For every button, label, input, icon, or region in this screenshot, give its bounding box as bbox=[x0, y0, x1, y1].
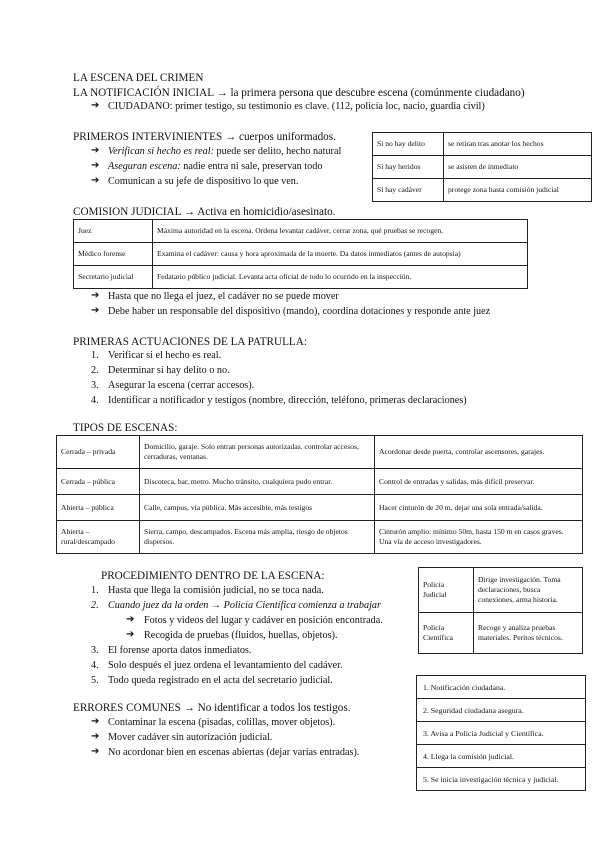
table-row bbox=[57, 495, 583, 521]
table-row bbox=[419, 568, 583, 613]
table-cell: Policía Judicial bbox=[419, 568, 474, 613]
list-number: 2. bbox=[91, 600, 99, 611]
table-cell: Abierta – pública bbox=[57, 495, 140, 521]
arrow-icon: ➔ bbox=[126, 629, 135, 640]
patrulla-item: Identificar a notificador y testigos (nombre, dirección, teléfono, primeras declaraciones) bbox=[108, 395, 467, 406]
procedimiento-item: Solo después el juez ordena el levantamiento del cadáver. bbox=[108, 660, 343, 671]
comision-item: Debe haber un responsable del dispositivo (mando), coordina dotaciones y responde ante juez bbox=[108, 306, 491, 317]
table-row bbox=[57, 436, 583, 469]
comision-item: Hasta que no llega el juez, el cadáver no se puede mover bbox=[108, 291, 339, 302]
primeros-item: Aseguran escena: nadie entra ni sale, preservan todo bbox=[108, 161, 323, 172]
table-row bbox=[373, 133, 592, 156]
table-row bbox=[419, 613, 583, 654]
table-cell: Cerrada – privada bbox=[57, 436, 140, 469]
table-row bbox=[373, 156, 592, 179]
table-cell: Si hay heridos bbox=[373, 156, 444, 179]
table-cell: Fedatario público judicial. Levanta acta oficial de todo lo ocurrido en la inspección. bbox=[153, 266, 528, 289]
table-cell: Si no hay delito bbox=[373, 133, 444, 156]
table-row bbox=[74, 220, 528, 243]
notif-heading: LA NOTIFICACIÓN INICIAL → la primera persona que descubre escena (comúnmente ciudadano) bbox=[73, 87, 525, 99]
arrow-icon: ➔ bbox=[91, 290, 100, 301]
list-number: 4. bbox=[91, 395, 99, 406]
table-cell: Si hay cadáver bbox=[373, 179, 444, 202]
table-cell: se asisten de inmediato bbox=[444, 156, 592, 179]
errores-item: Mover cadáver sin autorización judicial. bbox=[108, 732, 273, 743]
table-row bbox=[373, 179, 592, 202]
tipos-heading: TIPOS DE ESCENAS: bbox=[73, 422, 178, 434]
list-number: 1. bbox=[91, 350, 99, 361]
table-row bbox=[74, 243, 528, 266]
errores-item: No acordonar bien en escenas abiertas (dejar varias entradas). bbox=[108, 747, 360, 758]
table-cell: Acordonar desde puerta, controlar ascensores, garajes. bbox=[375, 436, 583, 469]
table-cell: Discoteca, bar, metro. Mucho tránsito, cualquiera pudo entrar. bbox=[140, 469, 375, 495]
list-item: 2. Seguridad ciudadana asegura. bbox=[417, 699, 585, 722]
patrulla-item: Determinar si hay delito o no. bbox=[108, 365, 230, 376]
table-cell: Máxima autoridad en la escena. Ordena levantar cadáver, cerrar zona, qué pruebas se recogen. bbox=[153, 220, 528, 243]
patrulla-item: Verificar si el hecho es real. bbox=[108, 350, 222, 361]
comision-heading: COMISION JUDICIAL → Activa en homicidio/asesinato. bbox=[73, 206, 336, 218]
arrow-icon: ➔ bbox=[91, 305, 100, 316]
procedimiento-item: Cuando juez da la orden → Policía Científica comienza a trabajar bbox=[108, 600, 381, 611]
notif-item: CIUDADANO: primer testigo, su testimonio es clave. (112, policía loc, nacio, guardia civil) bbox=[108, 101, 485, 112]
secuencia-box bbox=[416, 675, 586, 791]
procedimiento-item: Hasta que llega la comisión judicial, no se toca nada. bbox=[108, 585, 324, 596]
list-item: 5. Se inicia investigación técnica y judicial. bbox=[423, 774, 559, 784]
list-number: 1. bbox=[91, 585, 99, 596]
comision-table bbox=[73, 219, 528, 289]
arrow-icon: ➔ bbox=[126, 614, 135, 625]
arrow-icon: ➔ bbox=[91, 731, 100, 742]
errores-item: Contaminar la escena (pisadas, colillas, mover objetos). bbox=[108, 717, 336, 728]
table-cell: se retiran tras anotar los hechos bbox=[444, 133, 592, 156]
table-cell: Cinturón amplio: mínimo 50m, hasta 150 m en casos graves. Una vía de acceso investigadores. bbox=[375, 521, 583, 554]
primeros-heading: PRIMEROS INTERVINIENTES → cuerpos uniformados. bbox=[73, 131, 336, 143]
procedimiento-heading: PROCEDIMIENTO DENTRO DE LA ESCENA: bbox=[101, 570, 325, 582]
list-item: 4. Llega la comisión judicial. bbox=[417, 745, 585, 768]
list-number: 3. bbox=[91, 645, 99, 656]
table-cell: Cerrada – pública bbox=[57, 469, 140, 495]
list-number: 2. bbox=[91, 365, 99, 376]
table-cell: Policía Científica bbox=[419, 613, 474, 654]
table-cell: Calle, campus, vía pública. Más accesible, más testigos bbox=[140, 495, 375, 521]
procedimiento-subitem: Recogida de pruebas (fluidos, huellas, objetos). bbox=[144, 630, 338, 641]
table-row bbox=[57, 469, 583, 495]
arrow-icon: ➔ bbox=[91, 716, 100, 727]
list-item: 3. Avisa a Policía Judicial y Científica. bbox=[417, 722, 585, 745]
table-cell: Recoge y analiza pruebas materiales. Peritos técnicos. bbox=[474, 613, 583, 654]
primeros-item: Verifican si hecho es real: puede ser delito, hecho natural bbox=[108, 146, 342, 157]
table-cell: Hacer cinturón de 20 m, dejar una sola entrada/salida. bbox=[375, 495, 583, 521]
page-title: LA ESCENA DEL CRIMEN bbox=[73, 72, 204, 84]
patrulla-heading: PRIMERAS ACTUACIONES DE LA PATRULLA: bbox=[73, 336, 307, 348]
primeros-table bbox=[372, 132, 592, 202]
list-number: 5. bbox=[91, 675, 99, 686]
procedimiento-item: Todo queda registrado en el acta del secretario judicial. bbox=[108, 675, 333, 686]
table-cell: Juez bbox=[74, 220, 153, 243]
arrow-icon: ➔ bbox=[91, 100, 100, 111]
arrow-icon: ➔ bbox=[91, 175, 100, 186]
tipos-table bbox=[56, 435, 583, 554]
patrulla-item: Asegurar la escena (cerrar accesos). bbox=[108, 380, 255, 391]
table-cell: Domicilio, garaje. Solo entran personas autorizadas. controlar accesos, cerraduras, ventanas. bbox=[140, 436, 375, 469]
table-cell: Examina el cadáver: causa y hora aproximada de la muerte. Da datos inmediatos (antes de autopsia) bbox=[153, 243, 528, 266]
list-number: 4. bbox=[91, 660, 99, 671]
table-cell: Dirige investigación. Toma declaraciones, busca conexiones, arma historia. bbox=[474, 568, 583, 613]
procedimiento-subitem: Fotos y videos del lugar y cadáver en posición encontrada. bbox=[144, 615, 383, 626]
table-cell: Control de entradas y salidas, más difícil preservar. bbox=[375, 469, 583, 495]
table-row bbox=[74, 266, 528, 289]
arrow-icon: ➔ bbox=[91, 746, 100, 757]
errores-heading: ERRORES COMUNES → No identificar a todos los testigos. bbox=[73, 702, 351, 714]
arrow-icon: ➔ bbox=[91, 145, 100, 156]
table-cell: Secretario judicial bbox=[74, 266, 153, 289]
list-item: 1. Notificación ciudadana. bbox=[417, 676, 585, 699]
table-cell: Sierra, campo, descampados. Escena más amplia, riesgo de objetos dispersos. bbox=[140, 521, 375, 554]
table-cell: protege zona hasta comisión judicial bbox=[444, 179, 592, 202]
table-row bbox=[57, 521, 583, 554]
table-cell: Abierta – rural/descampado bbox=[57, 521, 140, 554]
primeros-item: Comunican a su jefe de dispositivo lo que ven. bbox=[108, 176, 299, 187]
policia-table bbox=[418, 567, 583, 654]
arrow-icon: ➔ bbox=[91, 160, 100, 171]
procedimiento-item: El forense aporta datos inmediatos. bbox=[108, 645, 252, 656]
list-number: 3. bbox=[91, 380, 99, 391]
table-cell: Médico forense bbox=[74, 243, 153, 266]
